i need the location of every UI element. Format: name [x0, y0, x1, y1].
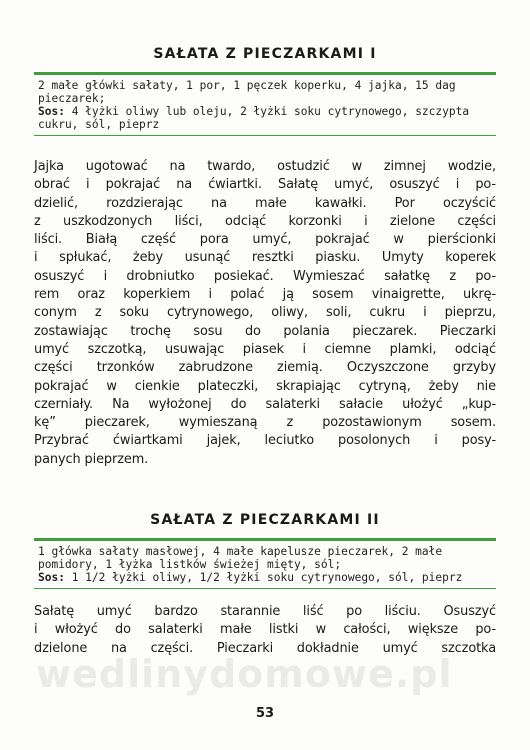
instruction-line: umyć szczotką, usuwając piasek i ciemne plamki, odciąć: [34, 341, 496, 357]
instruction-line: z uszkodzonych liści, odciąć korzonki i zielone części: [34, 213, 496, 229]
rule-bottom: [34, 135, 496, 136]
instruction-line: Sałatę umyć bardzo starannie liść po liściu. Osuszyć: [34, 604, 496, 619]
instruction-line: Przybrać ćwiartkami jajek, leciutko posolonych i posy-: [34, 433, 496, 449]
sauce-line: [38, 105, 496, 118]
watermark: wedlinydomowe.pl: [36, 652, 453, 696]
instruction-line: osuszyć i drobniutko posiekać. Wymieszać sałatkę z po-: [34, 268, 496, 284]
recipe-2-instructions: [34, 603, 496, 658]
ingredient-line: 2 małe główki sałaty, 1 por, 1 pęczek koperku, 4 jajka, 15 dag: [38, 79, 456, 92]
sauce-line: cukru, sól, pieprz: [38, 118, 160, 131]
instruction-line: i włożyć do salaterki małe listki w całości, większe po-: [34, 622, 496, 638]
recipe-2-ingredients: [34, 541, 496, 588]
recipe-1-instructions: [34, 158, 496, 469]
instruction-line: dzielone na części. Pieczarki dokładnie umyć szczotka: [34, 640, 496, 656]
instruction-line: liści. Białą część pora umyć, pokrajać w pierścionki: [34, 232, 496, 248]
sauce-text: 1 1/2 łyżki oliwy, 1/2 łyżki soku cytrynowego, sól, pieprz: [64, 571, 463, 584]
instruction-line: obrać i pokrajać na ćwiartki. Sałatę umyć, osuszyć i po-: [34, 177, 496, 193]
instruction-line: kę” pieczarek, wymieszaną z pozostawionym sosem.: [34, 415, 496, 431]
recipe-1-ingredients: [34, 75, 496, 135]
instruction-line: Jajka ugotować na twardo, ostudzić w zimnej wodzie,: [34, 159, 496, 174]
sauce-label: Sos:: [38, 571, 65, 584]
instruction-line: conym z soku cytrynowego, oliwy, soli, cukru i pieprzu,: [34, 305, 496, 321]
instruction-line: panych pieprzem.: [34, 451, 149, 467]
ingredient-line: pomidory, 1 łyżka listków świeżej mięty, sól;: [38, 558, 342, 571]
instruction-line: rem oraz koperkiem i polać ją sosem vinaigrette, ukrę-: [34, 287, 496, 303]
rule-bottom: [34, 588, 496, 589]
sauce-text: 4 łyżki oliwy lub oleju, 2 łyżki soku cytrynowego, szczypta: [64, 105, 470, 118]
ingredient-line: 1 główka sałaty masłowej, 4 małe kapelusze pieczarek, 2 małe: [38, 545, 443, 558]
page-number: 53: [255, 706, 275, 721]
recipe-2: [34, 510, 496, 658]
instruction-line: zostawiając trochę sosu do polania pieczarek. Pieczarki: [34, 323, 496, 339]
recipe-2-title: SAŁATA Z PIECZARKAMI II: [150, 512, 380, 528]
recipe-1-title: SAŁATA Z PIECZARKAMI I: [153, 46, 377, 62]
instruction-line: części trzonków zabrudzone ziemią. Oczyszczone grzyby: [34, 360, 496, 376]
sauce-line: [38, 571, 496, 584]
instruction-line: i spłukać, żeby usunąć resztki piasku. Umyty koperek: [34, 250, 496, 266]
recipe-1: [34, 44, 496, 469]
instruction-line: dzielić, rozdzierając na małe kawałki. Por oczyścić: [34, 195, 496, 211]
instruction-line: czerniały. Na wyłożonej do salaterki sałacie ułożyć „kup-: [34, 396, 496, 412]
instruction-line: pokrajać w cienkie plateczki, skrapiając cytryną, żeby nie: [34, 378, 496, 394]
ingredient-line: pieczarek;: [38, 92, 106, 105]
sauce-label: Sos:: [38, 105, 65, 118]
